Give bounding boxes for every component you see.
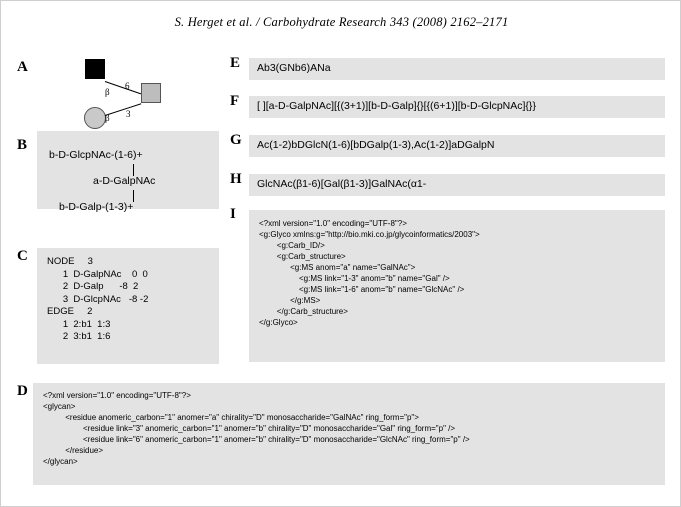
panel-d-line-6: </glycan>: [43, 457, 78, 466]
panel-c-line-2: 2 D-Galp -8 2: [47, 281, 139, 292]
label-beta-upper: β: [105, 87, 110, 97]
panel-i-line-6: <g:MS link="1-6" anom="b" name="GlcNAc" />: [259, 285, 465, 294]
panel-letter-d: D: [17, 383, 28, 399]
panel-b-box: [37, 131, 219, 213]
panel-letter-i: I: [230, 206, 236, 222]
panel-letter-a: A: [17, 59, 28, 75]
panel-letter-b: B: [17, 137, 28, 153]
label-six: 6: [125, 81, 130, 91]
panel-g-sequence: Ac(1-2)bDGlcN(1-6)[bDGalp(1-3),Ac(1-2)]aDGalpN: [257, 139, 495, 151]
panel-c-line-5: 1 2:b1 1:3: [47, 318, 111, 330]
panel-c-line-0: NODE 3: [47, 256, 93, 267]
panel-c-box: [37, 248, 219, 364]
bond-glcnac-galnac: [105, 81, 141, 94]
panel-i-line-4: <g:MS anom="a" name="GalNAc">: [259, 263, 416, 272]
bond-gal-galnac: [105, 103, 141, 116]
label-three: 3: [126, 109, 131, 119]
panel-d-line-2: <residue anomeric_carbon="1" anomer="a" chirality="D" monosaccharide="GalNAc" ring_form="p">: [43, 413, 419, 422]
panel-e-box: [249, 58, 665, 80]
panel-f-sequence: [ ][a-D-GalpNAc][{(3+1)][b-D-Galp]{}[{(6+1)][b-D-GlcpNAc]{}}: [257, 100, 536, 112]
panel-letter-h: H: [230, 171, 242, 187]
panel-letter-f: F: [230, 93, 240, 109]
glcnac-filled-square-icon: [85, 59, 105, 79]
panel-i-line-0: <?xml version="1.0" encoding="UTF-8"?>: [259, 219, 407, 228]
panel-c-line-1: 1 D-GalpNAc 0 0: [47, 268, 148, 280]
panel-h-sequence: GlcNAc(β1-6)[Gal(β1-3)]GalNAc(α1-: [257, 178, 427, 190]
panel-d-line-3: <residue link="3" anomeric_carbon="1" anomer="b" chirality="D" monosaccharide="Gal" ring_form="p" />: [43, 424, 456, 433]
panel-i-line-8: </g:Carb_structure>: [259, 307, 348, 316]
panel-b-line2: a-D-GalpNAc: [93, 175, 156, 187]
gal-grey-circle-icon: [84, 107, 106, 129]
panel-i-line-1: <g:Glyco xmlns:g="http://bio.mki.co.jp/glycoinformatics/2003">: [259, 230, 480, 239]
running-header: S. Herget et al. / Carbohydrate Research 343 (2008) 2162–2171: [174, 15, 509, 29]
panel-letter-g: G: [230, 132, 242, 148]
panel-i-line-2: <g:Carb_ID/>: [259, 241, 325, 250]
panel-h-box: [249, 174, 665, 196]
panel-c-line-4: EDGE 2: [47, 306, 93, 317]
panel-b-line3: b-D-Galp-(1-3)+: [59, 201, 134, 213]
panel-d-line-5: </residue>: [43, 446, 104, 455]
panel-d-line-1: <glycan>: [43, 402, 76, 411]
panel-c-line-3: 3 D-GlcpNAc -8 -2: [47, 293, 149, 305]
galnac-grey-square-icon: [141, 83, 161, 103]
panel-f-box: [249, 96, 665, 118]
panel-d-line-0: <?xml version="1.0" encoding="UTF-8"?>: [43, 391, 191, 400]
panel-letter-e: E: [230, 55, 241, 71]
panel-d-box: [33, 383, 665, 485]
panel-i-line-9: </g:Glyco>: [259, 318, 298, 327]
panel-b-line1: b-D-GlcpNAc-(1-6)+: [49, 149, 143, 161]
panel-g-box: [249, 135, 665, 157]
panel-i-line-7: </g:MS>: [259, 296, 321, 305]
panel-e-sequence: Ab3(GNb6)ANa: [257, 62, 331, 74]
panel-i-line-5: <g:MS link="1-3" anom="b" name="Gal" />: [259, 274, 450, 283]
panel-i-line-3: <g:Carb_structure>: [259, 252, 346, 261]
panel-d-line-4: <residue link="6" anomeric_carbon="1" anomer="b" chirality="D" monosaccharide="GlcNAc" ring_form="p" />: [43, 435, 470, 444]
panel-c-line-6: 2 3:b1 1:6: [47, 331, 111, 342]
panel-i-box: [249, 210, 665, 362]
panel-letter-c: C: [17, 248, 28, 264]
label-beta-lower: β: [105, 113, 110, 123]
